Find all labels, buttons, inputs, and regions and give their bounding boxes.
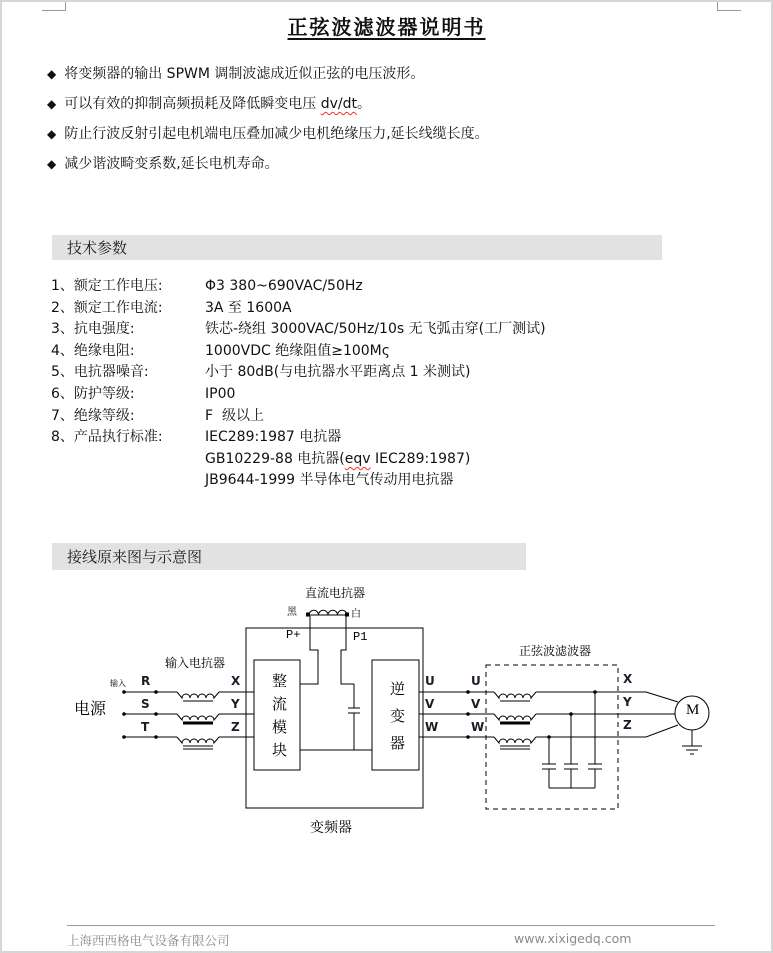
param-value: JB9644-1999 半导体电气传动用电抗器 [205,472,454,489]
diamond-bullet-icon: ◆ [47,67,57,81]
phase-label-s: S [141,697,150,711]
param-value: 3A 至 1600A [205,299,292,316]
feature-item [47,64,727,84]
param-row [51,384,546,406]
param-label: 3、抗电强度: [51,321,135,338]
param-row [51,470,546,492]
param-value: F 级以上 [205,407,264,424]
param-label: 6、防护等级: [51,385,135,402]
phase-label-r: R [141,674,151,688]
feature-text: 减少谐波畸变系数,延长电机寿命。 [64,156,279,172]
reactor-out-label-y: Y [231,697,240,711]
frequency-converter-label: 变频器 [310,820,352,836]
param-label: 5、电抗器噪音: [51,364,149,381]
param-value: GB10229-88 电抗器(eqv IEC289:1987) [205,450,471,467]
param-label: 4、绝缘电阻: [51,342,135,359]
dc-reactor-label: 直流电抗器 [305,586,366,600]
inverter-out-label-w: W [425,720,439,734]
sine-filter-label: 正弦波滤波器 [519,644,592,658]
param-row [51,341,546,363]
filter-in-label-u: U [471,674,481,688]
page-title: 正弦波滤波器说明书 [287,15,486,39]
rectifier-module-label: 整流模块 [270,673,288,765]
param-row [51,406,546,428]
filter-in-label-w: W [471,720,485,734]
motor-label: M [686,702,700,718]
param-value: 小于 80dB(与电抗器水平距离点 1 米测试) [205,364,471,381]
diamond-bullet-icon: ◆ [47,127,57,141]
footer-website: www.xixigedq.com [514,931,632,946]
param-row [51,319,546,341]
crop-mark-top-right [717,2,741,11]
junction-dots [122,690,597,739]
inverter-out-label-v: V [425,697,435,711]
power-source-label: 电源 [74,699,107,718]
wiring-lines [124,610,702,788]
filter-out-label-x: X [623,672,633,686]
feature-item [47,94,727,114]
inverter-out-label-u: U [425,674,435,688]
param-label: 2、额定工作电流: [51,299,163,316]
feature-list [47,64,727,184]
feature-item [47,124,727,144]
feature-text: 防止行波反射引起电机端电压叠加减少电机绝缘压力,延长线缆长度。 [64,126,489,142]
diamond-bullet-icon: ◆ [47,97,57,111]
param-value: IP00 [205,385,236,402]
feature-text: 将变频器的输出 SPWM 调制波滤成近似正弦的电压波形。 [64,66,425,82]
param-value: IEC289:1987 电抗器 [205,429,342,446]
section-header-wiring-diagram: 接线原来图与示意图 [52,543,526,570]
param-label [51,470,205,492]
param-row [51,427,546,449]
terminal-p1-label: P1 [353,630,368,644]
inverter-label: 逆变器 [388,681,406,762]
input-reactor-label: 输入电抗器 [165,656,226,670]
diamond-bullet-icon: ◆ [47,157,57,171]
tech-params-list [51,276,546,492]
reactor-out-label-z: Z [231,720,240,734]
filter-out-label-z: Z [623,718,632,732]
param-label: 8、产品执行标准: [51,429,163,446]
filter-in-label-v: V [471,697,481,711]
input-tag-label: 输入 [110,679,126,688]
param-value: 1000VDC 绝缘阻值≥100Mς [205,342,390,359]
reactor-out-label-x: X [231,674,241,688]
section-header-tech-params: 技术参数 [52,235,662,260]
param-row [51,298,546,320]
footer-divider [67,925,715,926]
param-row [51,276,546,298]
phase-label-t: T [141,720,150,734]
param-row [51,449,546,471]
param-label: 1、额定工作电压: [51,278,163,294]
filter-out-label-y: Y [623,695,632,709]
param-label: 7、绝缘等级: [51,407,135,424]
feature-item [47,154,727,174]
crop-mark-top-left [42,2,66,11]
dc-reactor-white-terminal-label: 白 [351,609,361,620]
param-row [51,362,546,384]
param-label [51,449,205,471]
feature-text: 可以有效的抑制高频损耗及降低瞬变电压 dv/dt。 [64,96,371,112]
terminal-p-plus-label: P+ [286,628,301,642]
param-value: Φ3 380~690VAC/50Hz [205,278,363,294]
footer-company-name: 上海西西格电气设备有限公司 [67,933,230,948]
param-value: 铁芯-绕组 3000VAC/50Hz/10s 无飞弧击穿(工厂测试) [205,321,546,338]
dc-reactor-black-terminal-label: 黑 [287,607,297,618]
